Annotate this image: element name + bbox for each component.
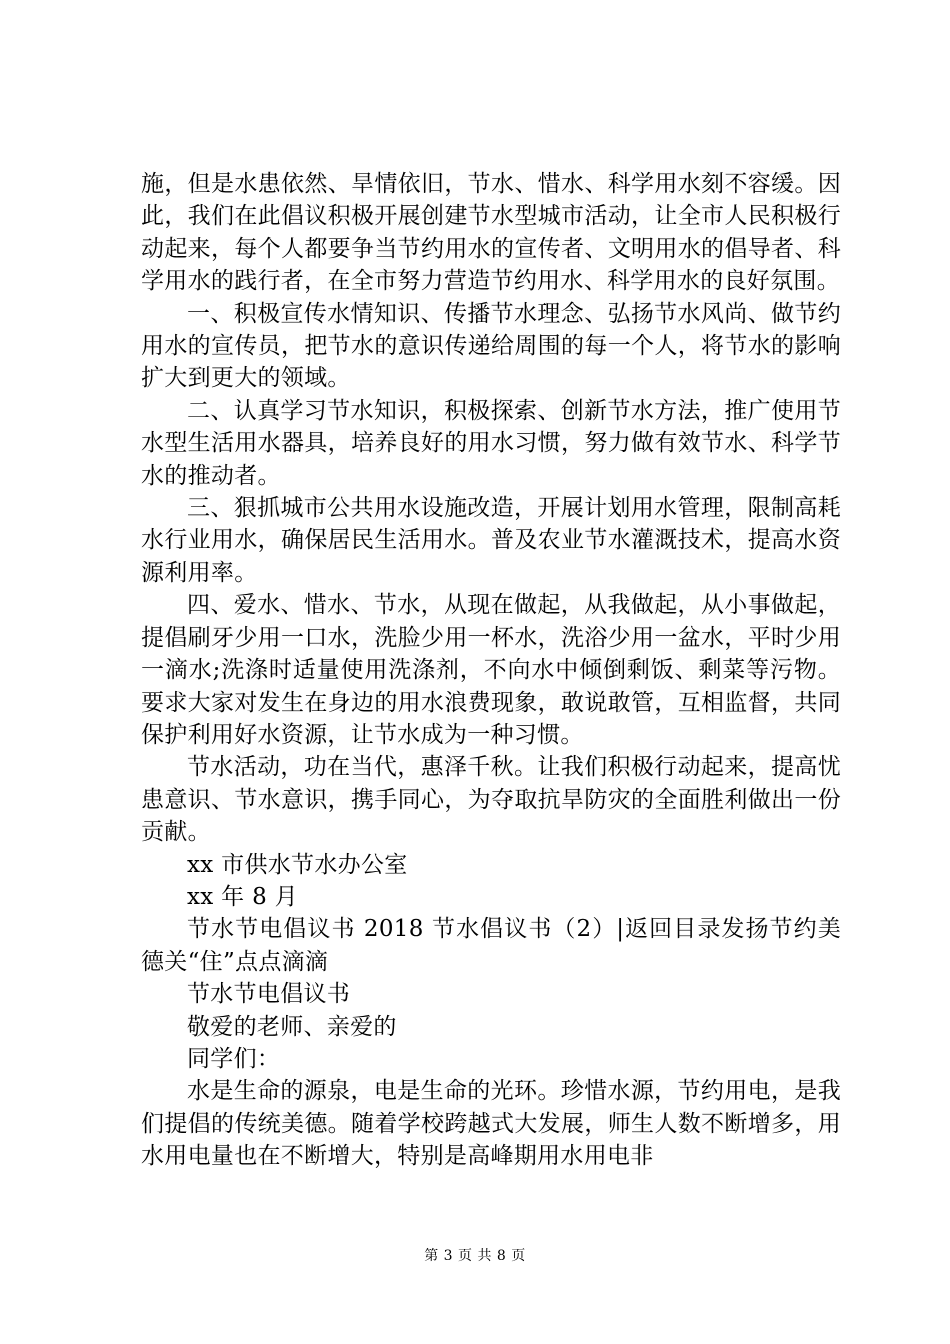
- paragraph: 水是生命的源泉，电是生命的光环。珍惜水源，节约用电，是我们提倡的传统美德。随着学校跨越式大发展，师生人数不断增多，用水用电量也在不断增大，特别是高峰期用水用电非: [141, 1078, 841, 1170]
- salutation-line: 敬爱的老师、亲爱的: [187, 1013, 397, 1040]
- signature-organization: xx 市供水节水办公室: [187, 851, 408, 878]
- paragraph: 四、爱水、惜水、节水，从现在做起，从我做起，从小事做起，提倡刷牙少用一口水，洗脸少用一杯水，洗浴少用一盆水，平时少用一滴水;洗涤时适量使用洗涤剂，不向水中倾倒剩饭、剩菜等污物。要求大家对发生在身边的用水浪费现象，敢说敢管，互相监督，共同保护利用好水资源，让节水成为一种习惯。: [141, 592, 841, 748]
- section-title: 节水节电倡议书: [187, 981, 351, 1008]
- paragraph: 二、认真学习节水知识，积极探索、创新节水方法，推广使用节水型生活用水器具，培养良好的用水习惯，努力做有效节水、科学节水的推动者。: [141, 397, 841, 489]
- paragraph: 施，但是水患依然、旱情依旧，节水、惜水、科学用水刻不容缓。因此，我们在此倡议积极开展创建节水型城市活动，让全市人民积极行动起来，每个人都要争当节约用水的宣传者、文明用水的倡导者、科学用水的践行者，在全市努力营造节约用水、科学用水的良好氛围。: [141, 171, 841, 295]
- paragraph: 一、积极宣传水情知识、传播节水理念、弘扬节水风尚、做节约用水的宣传员，把节水的意识传递给周围的每一个人，将节水的影响扩大到更大的领域。: [141, 300, 841, 392]
- paragraph: 三、狠抓城市公共用水设施改造，开展计划用水管理，限制高耗水行业用水，确保居民生活用水。普及农业节水灌溉技术，提高水资源利用率。: [141, 495, 841, 586]
- document-body: [141, 168, 841, 1173]
- signature-date: xx 年 8 月: [187, 883, 298, 910]
- salutation-line: 同学们：: [187, 1045, 281, 1072]
- section-link-line: 节水节电倡议书 2018 节水倡议书（2）|返回目录发扬节约美德关“住”点点滴滴: [141, 916, 841, 975]
- paragraph: 节水活动，功在当代，惠泽千秋。让我们积极行动起来，提高忧患意识、节水意识，携手同心，为夺取抗旱防灾的全面胜利做出一份贡献。: [141, 754, 841, 846]
- page-number-footer: 第 3 页 共 8 页: [424, 1248, 526, 1264]
